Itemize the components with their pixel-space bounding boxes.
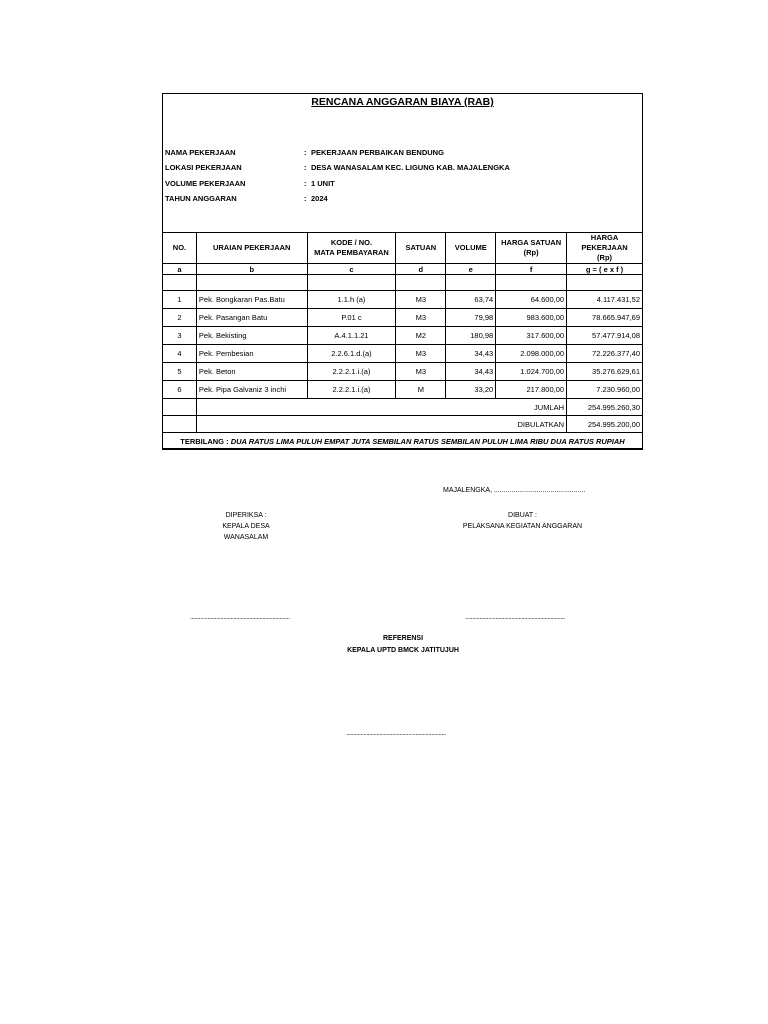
info-value: 2024 — [311, 194, 328, 203]
row-harga-satuan: 2.098.000,00 — [496, 345, 567, 363]
table-row — [163, 309, 643, 327]
row-harga-satuan: 983.600,00 — [496, 309, 567, 327]
row-kode: 2.2.2.1.i.(a) — [307, 381, 396, 399]
row-uraian: Pek. Pipa Galvaniz 3 inchi — [196, 381, 307, 399]
row-volume: 33,20 — [446, 381, 496, 399]
info-separator: : — [304, 179, 307, 188]
spacer-row — [163, 275, 643, 291]
document-title: RENCANA ANGGARAN BIAYA (RAB) — [311, 96, 494, 108]
referensi-line1: REFERENSI — [382, 635, 424, 642]
row-harga-satuan: 64.600,00 — [496, 291, 567, 309]
jumlah-value: 254.995.260,30 — [567, 399, 643, 416]
row-no: 5 — [163, 363, 197, 381]
table-row — [163, 381, 643, 399]
column-letter: f — [496, 264, 567, 275]
terbilang-row — [163, 433, 643, 450]
signature-left-line2: KEPALA DESA — [222, 523, 270, 530]
row-satuan: M3 — [396, 291, 446, 309]
info-separator: : — [304, 163, 307, 172]
header-no: NO. — [163, 233, 197, 264]
column-letter: b — [196, 264, 307, 275]
terbilang-cell — [163, 433, 643, 450]
row-uraian: Pek. Bekisting — [196, 327, 307, 345]
info-value: PEKERJAAN PERBAIKAN BENDUNG — [311, 148, 444, 157]
terbilang-label: TERBILANG : — [180, 436, 229, 446]
row-kode: A.4.1.1.21 — [307, 327, 396, 345]
dibulatkan-label: DIBULATKAN — [196, 416, 566, 433]
signature-right — [450, 510, 595, 532]
header-harga-pekerjaan-line1: HARGA PEKERJAAN — [581, 233, 628, 252]
row-no: 3 — [163, 327, 197, 345]
row-harga-pekerjaan: 7.230.960,00 — [567, 381, 643, 399]
row-satuan: M — [396, 381, 446, 399]
row-kode: 1.1.h (a) — [307, 291, 396, 309]
row-no: 4 — [163, 345, 197, 363]
header-harga-pekerjaan — [567, 233, 643, 264]
signature-line-right: ..................................................................... — [465, 614, 565, 621]
row-volume: 63,74 — [446, 291, 496, 309]
info-separator: : — [304, 194, 307, 203]
header-harga-satuan — [496, 233, 567, 264]
column-letter: g = ( e x f ) — [567, 264, 643, 275]
row-harga-satuan: 1.024.700,00 — [496, 363, 567, 381]
info-label: TAHUN ANGGARAN — [165, 194, 237, 203]
signature-right-line2: PELAKSANA KEGIATAN ANGGARAN — [462, 523, 583, 530]
table-header-row — [163, 233, 643, 264]
row-uraian: Pek. Bongkaran Pas.Batu — [196, 291, 307, 309]
table-row — [163, 363, 643, 381]
row-uraian: Pek. Pasangan Batu — [196, 309, 307, 327]
row-harga-satuan: 317.600,00 — [496, 327, 567, 345]
header-satuan: SATUAN — [396, 233, 446, 264]
info-value: DESA WANASALAM KEC. LIGUNG KAB. MAJALENGKA — [311, 163, 510, 172]
row-harga-pekerjaan: 4.117.431,52 — [567, 291, 643, 309]
header-harga-pekerjaan-line2: (Rp) — [597, 253, 613, 262]
column-letter: d — [396, 264, 446, 275]
table-row — [163, 345, 643, 363]
row-harga-pekerjaan: 57.477.914,08 — [567, 327, 643, 345]
rab-document — [162, 93, 643, 449]
row-volume: 34,43 — [446, 345, 496, 363]
dibulatkan-value: 254.995.200,00 — [567, 416, 643, 433]
row-kode: P.01 c — [307, 309, 396, 327]
header-kode-line2: MATA PEMBAYARAN — [314, 248, 389, 257]
row-volume: 180,98 — [446, 327, 496, 345]
signature-left-line3: WANASALAM — [223, 534, 269, 541]
jumlah-label: JUMLAH — [196, 399, 566, 416]
signature-line-left: ..................................................................... — [190, 614, 290, 621]
row-uraian: Pek. Pembesian — [196, 345, 307, 363]
row-satuan: M3 — [396, 345, 446, 363]
signature-left — [196, 510, 296, 543]
row-satuan: M2 — [396, 327, 446, 345]
row-volume: 79,98 — [446, 309, 496, 327]
table-row — [163, 291, 643, 309]
header-volume: VOLUME — [446, 233, 496, 264]
dibulatkan-row — [163, 416, 643, 433]
info-label: LOKASI PEKERJAAN — [165, 163, 242, 172]
info-separator: : — [304, 148, 307, 157]
info-label: VOLUME PEKERJAAN — [165, 179, 246, 188]
row-satuan: M3 — [396, 363, 446, 381]
header-harga-satuan-line2: (Rp) — [523, 248, 539, 257]
column-letter: c — [307, 264, 396, 275]
row-harga-pekerjaan: 35.276.629,61 — [567, 363, 643, 381]
row-harga-satuan: 217.800,00 — [496, 381, 567, 399]
row-uraian: Pek. Beton — [196, 363, 307, 381]
row-volume: 34,43 — [446, 363, 496, 381]
info-label: NAMA PEKERJAAN — [165, 148, 236, 157]
referensi-line2: KEPALA UPTD BMCK JATITUJUH — [347, 647, 459, 654]
signature-right-line1: DIBUAT : — [508, 512, 537, 519]
column-letter-row — [163, 264, 643, 275]
table-body — [163, 275, 643, 399]
table-row — [163, 327, 643, 345]
header-kode-line1: KODE / NO. — [330, 238, 373, 247]
signature-left-line1: DIPERIKSA : — [225, 512, 267, 519]
place-date: MAJALENGKA, ............................................... — [443, 487, 586, 494]
header-harga-satuan-line1: HARGA SATUAN — [501, 238, 562, 247]
row-no: 6 — [163, 381, 197, 399]
signature-line-referensi: ..................................................................... — [346, 730, 446, 737]
row-no: 1 — [163, 291, 197, 309]
row-harga-pekerjaan: 78.665.947,69 — [567, 309, 643, 327]
row-harga-pekerjaan: 72.226.377,40 — [567, 345, 643, 363]
referensi-block — [303, 633, 503, 657]
terbilang-text: DUA RATUS LIMA PULUH EMPAT JUTA SEMBILAN RATUS SEMBILAN PULUH LIMA RIBU DUA RATUS RUPIAH — [230, 436, 625, 446]
header-kode — [307, 233, 396, 264]
row-satuan: M3 — [396, 309, 446, 327]
row-no: 2 — [163, 309, 197, 327]
header-uraian: URAIAN PEKERJAAN — [196, 233, 307, 264]
row-kode: 2.2.6.1.d.(a) — [307, 345, 396, 363]
info-value: 1 UNIT — [311, 179, 335, 188]
jumlah-row — [163, 399, 643, 416]
rab-table — [162, 232, 643, 450]
column-letter: a — [163, 264, 197, 275]
row-kode: 2.2.2.1.i.(a) — [307, 363, 396, 381]
column-letter: e — [446, 264, 496, 275]
